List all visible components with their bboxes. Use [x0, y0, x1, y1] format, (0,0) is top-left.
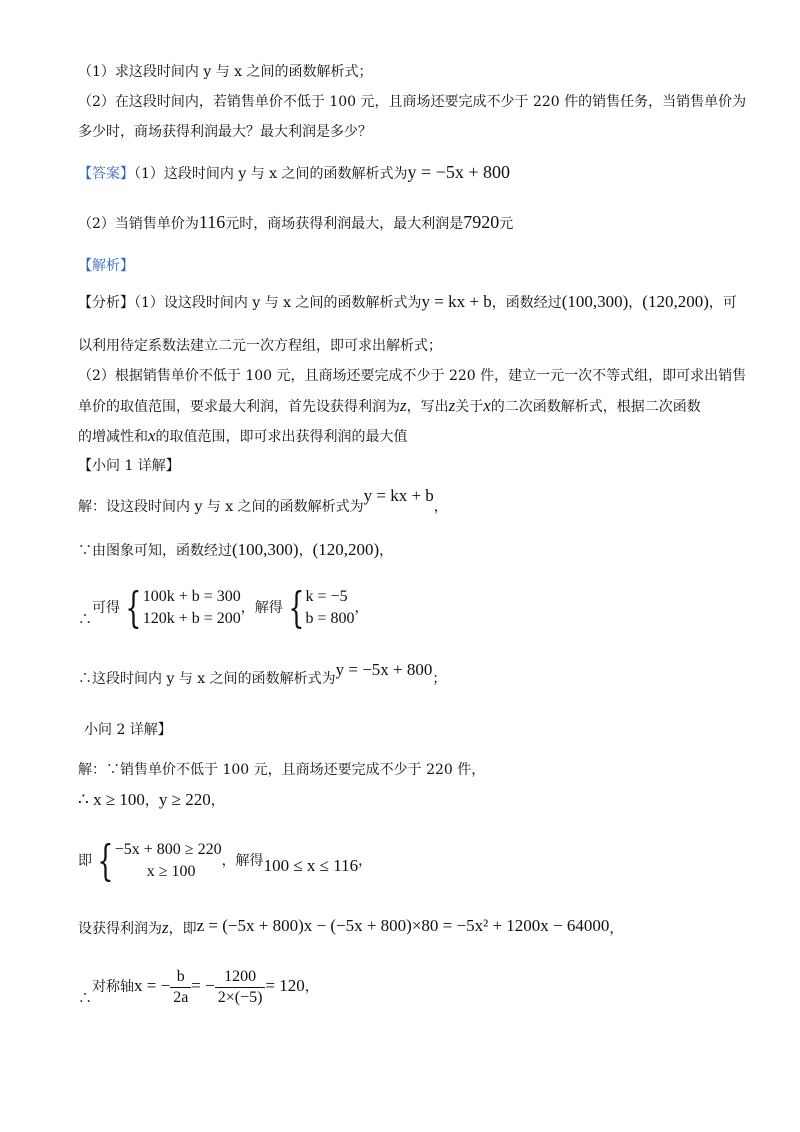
price-range: 100 ≤ x ≤ 116 — [263, 856, 359, 875]
step-2-end: ， — [379, 543, 394, 559]
analysis-4-var-z2: z — [448, 396, 456, 415]
left-brace: { — [125, 583, 142, 632]
inequality-1: −5x + 800 ≥ 220 — [114, 841, 222, 858]
part2-step-2-sep: ， — [144, 793, 159, 809]
analysis-1-text-mid: ，函数经过 — [491, 295, 562, 311]
part2-step-4 — [78, 918, 623, 939]
step-1-text: 解：设这段时间内 y 与 x 之间的函数解析式为 — [78, 499, 364, 515]
step-1-line — [78, 486, 448, 517]
part2-step-1 — [78, 760, 485, 780]
analysis-tag: 【解析】 — [78, 258, 134, 274]
analysis-1-text-end: ，可 — [708, 295, 737, 311]
question-1 — [78, 62, 373, 82]
analysis-4-var-z: z — [400, 396, 407, 415]
step-3-line — [78, 584, 369, 632]
step-1-end: ， — [433, 499, 448, 515]
axis-eq: = − — [191, 976, 215, 995]
part2-step-2 — [78, 790, 225, 811]
var-z: z — [162, 918, 169, 937]
step-3-text-mid: ，解得 — [240, 600, 283, 616]
analysis-2-text: 以利用待定系数法建立二元一次方程组，即可求出解析式； — [78, 338, 442, 354]
fraction-2-numerator: 1200 — [215, 967, 266, 988]
sub-1-title-text: 【小问 1 详解】 — [78, 458, 180, 474]
question-2-text-b: 多少时，商场获得利润最大？最大利润是多少？ — [78, 124, 372, 140]
step-4-text: ∴这段时间内 y 与 x 之间的函数解析式为 — [78, 671, 336, 687]
answer-2-profit: 7920 — [463, 212, 500, 232]
equation-2: 120k + b = 200 — [142, 610, 241, 627]
inequality-2: x ≥ 100 — [146, 863, 196, 880]
step-4-formula: y = −5x + 800 — [335, 660, 433, 679]
part2-step-3-text-pre: 即 — [78, 853, 92, 869]
part2-step-2-end: ， — [210, 793, 225, 809]
therefore-symbol: ∴ — [78, 612, 92, 628]
fraction-1-denominator: 2a — [173, 988, 189, 1006]
solution-k: k = −5 — [305, 588, 348, 605]
analysis-line-5 — [78, 426, 408, 447]
answer-line-2 — [78, 212, 513, 234]
analysis-1-point-a: (100,300) — [561, 292, 629, 311]
analysis-line-4 — [78, 396, 701, 417]
profit-formula: z = (−5x + 800)x − (−5x + 800)×80 = −5x² + 1200x − 64000 — [196, 916, 610, 935]
analysis-4-var-x: x — [483, 396, 491, 415]
analysis-1-point-b: (120,200) — [642, 292, 709, 311]
inequality-x: ∴ x ≥ 100 — [78, 790, 145, 809]
answer-2-text-mid: 元时，商场获得利润最大，最大利润是 — [225, 216, 464, 232]
step-2-line — [78, 540, 393, 561]
analysis-4-text-pre: 单价的取值范围，要求最大利润，首先设获得利润为 — [78, 399, 400, 415]
answer-1-formula: y = −5x + 800 — [407, 162, 510, 182]
sub-2-title-text: 小问 2 详解】 — [84, 722, 172, 738]
analysis-line-1 — [78, 292, 737, 313]
step-4-line — [78, 660, 447, 689]
inequality-system — [115, 839, 222, 883]
solution-b: b = 800 — [305, 610, 355, 627]
left-brace: { — [288, 583, 305, 632]
part2-step-5-text: 对称轴 — [92, 979, 134, 995]
sub-question-1-title — [78, 456, 180, 476]
question-2-line-1 — [78, 92, 746, 112]
analysis-4-text-end: 的二次函数解析式，根据二次函数 — [490, 399, 701, 415]
step-2-point-b: (120,200) — [312, 540, 380, 559]
axis-lhs: x = − — [134, 976, 171, 995]
step-1-formula: y = kx + b — [363, 486, 434, 505]
part2-step-3 — [78, 836, 372, 885]
fraction-1200-over-minus-10 — [215, 967, 266, 1008]
fraction-1-numerator: b — [170, 967, 191, 988]
step-3-text-pre: 可得 — [92, 600, 120, 616]
analysis-line-3 — [78, 366, 746, 386]
analysis-4-text-mid: ，写出 — [406, 399, 449, 415]
analysis-1-formula: y = kx + b — [421, 292, 492, 311]
analysis-4-text-mid2: 关于 — [455, 399, 484, 415]
part2-step-4-text-mid: ，即 — [168, 921, 197, 937]
analysis-3-text: （2）根据销售单价不低于 100 元，且商场还要完成不少于 220 件，建立一元一次不等式组，即可求出销售 — [78, 368, 747, 384]
analysis-5-var-x: x — [148, 426, 156, 445]
step-2-text: ∵由图象可知，函数经过 — [78, 543, 232, 559]
part2-step-5-end: ， — [304, 979, 319, 995]
part2-step-4-end: ， — [609, 921, 624, 937]
analysis-5-text-end: 的取值范围，即可求出获得利润的最大值 — [155, 429, 408, 445]
axis-value: = 120 — [265, 976, 305, 995]
question-1-text: （1）求这段时间内 y 与 x 之间的函数解析式； — [78, 64, 373, 80]
analysis-1-text: 【分析】（1）设这段时间内 y 与 x 之间的函数解析式为 — [78, 295, 422, 311]
answer-2-text-end: 元 — [499, 216, 514, 232]
part2-step-3-end: ， — [358, 853, 373, 869]
step-3-end: ， — [354, 600, 369, 616]
answer-line-1 — [78, 162, 510, 184]
analysis-5-text-pre: 的增减性和 — [78, 429, 148, 445]
question-2-text-a: （2）在这段时间内，若销售单价不低于 100 元，且商场还要完成不少于 220 件的销售任务，当销售单价为 — [78, 94, 747, 110]
therefore-symbol-2: ∴ — [78, 991, 92, 1007]
part2-step-3-text-mid: ，解得 — [221, 853, 264, 869]
analysis-1-sep: ， — [628, 295, 643, 311]
part2-step-4-text-pre: 设获得利润为 — [78, 921, 162, 937]
step-2-point-a: (100,300) — [232, 540, 299, 559]
equation-system-1 — [143, 586, 241, 630]
answer-tag: 【答案】 — [78, 166, 134, 182]
sub-question-2-title — [84, 720, 172, 740]
step-4-end: ； — [432, 671, 447, 687]
part2-step-1-text: 解：∵销售单价不低于 100 元，且商场还要完成不少于 220 件， — [78, 762, 486, 778]
answer-1-text: （1）这段时间内 y 与 x 之间的函数解析式为 — [134, 166, 408, 182]
fraction-b-over-2a — [170, 967, 191, 1008]
step-2-sep: ， — [298, 543, 313, 559]
inequality-y: y ≥ 220 — [158, 790, 211, 809]
question-2-line-2 — [78, 122, 372, 142]
left-brace: { — [97, 836, 114, 885]
answer-2-text-pre: （2）当销售单价为 — [78, 216, 199, 232]
analysis-line-2 — [78, 336, 442, 356]
solution-system-1 — [306, 586, 355, 630]
analysis-heading — [78, 256, 134, 276]
equation-1: 100k + b = 300 — [142, 588, 241, 605]
fraction-2-denominator: 2×(−5) — [217, 988, 263, 1006]
part2-step-5 — [78, 962, 319, 1011]
answer-2-price: 116 — [198, 212, 226, 232]
